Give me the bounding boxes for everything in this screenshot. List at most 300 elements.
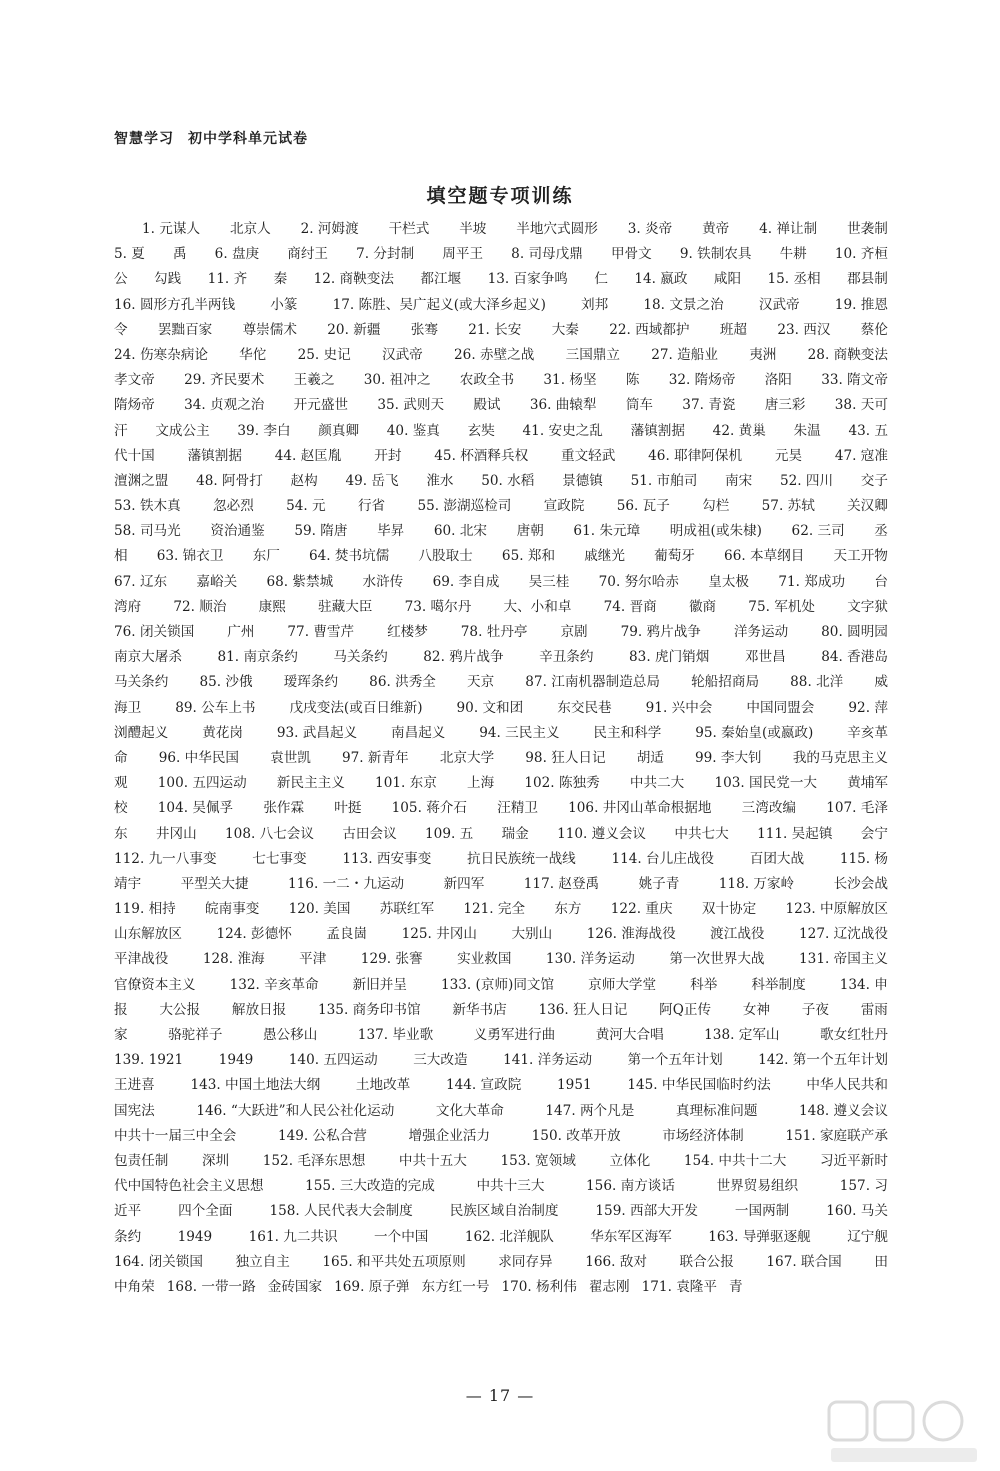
answer-segment: 167. 联合国 xyxy=(766,1253,842,1270)
answer-segment: 95. 秦始皇(或嬴政) xyxy=(695,724,814,741)
text-line xyxy=(114,1174,888,1199)
answer-segment: 38. 天可 xyxy=(834,397,888,414)
answer-segment: 资治通鉴 xyxy=(210,523,265,540)
answer-segment: 山东解放区 xyxy=(114,926,182,943)
answer-segment: 146. “大跃进”和人民公社化运动 xyxy=(196,1102,395,1119)
answer-segment: 53. 铁木真 xyxy=(114,498,181,515)
answer-segment: 119. 相持 xyxy=(114,901,176,918)
answer-segment: 136. 狂人日记 xyxy=(538,1001,628,1018)
answer-segment: 夷洲 xyxy=(749,346,777,363)
answer-segment: 11. 齐 xyxy=(207,271,248,288)
answer-segment: 122. 重庆 xyxy=(610,901,673,918)
answer-segment: 康熙 xyxy=(258,598,286,615)
answer-segment: 142. 第一个五年计划 xyxy=(758,1052,888,1069)
answer-segment: 靖宇 xyxy=(114,875,142,892)
answer-segment: 62. 三司 xyxy=(791,523,845,540)
text-line xyxy=(114,872,888,897)
answer-segment: 平型关大捷 xyxy=(180,875,249,892)
answer-segment: 165. 和平共处五项原则 xyxy=(322,1253,466,1270)
answer-segment: 雷雨 xyxy=(860,1001,888,1018)
answer-segment: 筒车 xyxy=(625,397,654,414)
answer-segment: 殿试 xyxy=(473,397,501,414)
answer-segment: 90. 文和团 xyxy=(456,699,524,716)
answer-segment: 田 xyxy=(874,1253,888,1270)
answer-segment: 姚子青 xyxy=(638,875,680,892)
answer-segment: 蔡伦 xyxy=(860,321,888,338)
answer-segment: 中共十五大 xyxy=(398,1152,467,1169)
answer-segment: 新旧并呈 xyxy=(352,976,407,993)
answer-segment: 168. 一带一路 xyxy=(166,1278,256,1295)
answer-segment: 120. 美国 xyxy=(288,901,351,918)
answer-segment: 89. 公车上书 xyxy=(175,699,256,716)
answer-segment: 160. 马关 xyxy=(826,1203,888,1220)
answer-segment: 金砖国家 xyxy=(267,1278,323,1295)
answer-segment: 丞 xyxy=(874,523,888,540)
answer-segment: 吴三桂 xyxy=(528,573,570,590)
text-line xyxy=(114,1048,888,1073)
answer-segment: 世袭制 xyxy=(847,221,888,237)
answer-segment: 红楼梦 xyxy=(387,624,428,640)
answer-segment: 141. 洋务运动 xyxy=(503,1052,593,1069)
answer-segment: 古田会议 xyxy=(342,825,397,842)
answer-segment: 科举制度 xyxy=(751,976,806,993)
answer-segment: 1949 xyxy=(177,1228,213,1245)
answer-segment: 70. 努尔哈赤 xyxy=(598,573,679,590)
answer-segment: 邓世昌 xyxy=(744,649,786,666)
answer-segment: 四个全面 xyxy=(178,1203,233,1220)
answer-segment: 求同存异 xyxy=(498,1253,553,1270)
answer-segment: 77. 曹雪芹 xyxy=(287,624,355,640)
answer-segment: 代中国特色社会主义思想 xyxy=(114,1178,264,1195)
answer-segment: 东厂 xyxy=(252,548,280,565)
text-line xyxy=(114,242,888,267)
answer-segment: 170. 杨利伟 xyxy=(501,1278,577,1295)
answer-segment: 胡适 xyxy=(636,749,664,766)
answer-segment: 23. 西汉 xyxy=(777,321,831,338)
answer-segment: 161. 九二共识 xyxy=(248,1228,338,1245)
text-line xyxy=(114,393,888,418)
answer-segment: 隋炀帝 xyxy=(114,397,155,414)
answer-segment: 9. 铁制农具 xyxy=(679,246,752,263)
answer-segment: 98. 狂人日记 xyxy=(525,749,606,766)
answer-segment: 131. 帝国主义 xyxy=(799,951,888,968)
answer-segment: 126. 淮海战役 xyxy=(586,926,676,943)
answer-segment: 37. 青瓷 xyxy=(682,397,736,414)
answer-segment: 94. 三民主义 xyxy=(479,724,560,741)
text-line xyxy=(114,293,888,318)
answer-segment: 71. 郑成功 xyxy=(778,573,846,590)
answer-segment: 王进喜 xyxy=(114,1077,155,1094)
answer-segment: 85. 沙俄 xyxy=(199,674,253,691)
answer-segment: 我的马克思主义 xyxy=(792,749,888,766)
answer-segment: 135. 商务印书馆 xyxy=(318,1001,421,1018)
text-line xyxy=(114,1250,888,1275)
answer-segment: 黄河大合唱 xyxy=(595,1027,664,1043)
answer-segment: 商纣王 xyxy=(287,246,329,263)
answer-segment: 大、小和卓 xyxy=(503,598,572,615)
answer-segment: 汉武帝 xyxy=(758,296,800,313)
answer-segment: 双十协定 xyxy=(701,901,757,918)
answer-segment: 68. 紫禁城 xyxy=(266,573,334,590)
text-line xyxy=(114,620,888,645)
answer-segment: 徽商 xyxy=(688,598,717,615)
answer-segment: 京剧 xyxy=(560,624,588,640)
answer-segment: 43. 五 xyxy=(848,422,888,439)
answer-segment: 东 xyxy=(114,825,128,842)
answer-segment: 28. 商鞅变法 xyxy=(807,346,888,363)
answer-segment: 44. 赵匡胤 xyxy=(274,447,342,464)
answer-segment: 169. 原子弹 xyxy=(334,1278,410,1295)
answer-segment: 行省 xyxy=(357,498,386,515)
answer-segment: 澶渊之盟 xyxy=(114,472,169,489)
answer-segment: 第一个五年计划 xyxy=(627,1052,723,1069)
answer-segment: 110. 遵义会议 xyxy=(557,825,647,842)
answer-segment: 习近平新时 xyxy=(819,1152,888,1169)
header-subtitle: 初中学科单元试卷 xyxy=(188,131,308,147)
answer-segment: 105. 蒋介石 xyxy=(391,800,467,817)
answer-segment: 107. 毛泽 xyxy=(826,800,888,817)
answer-segment: 愚公移山 xyxy=(262,1027,318,1043)
answer-segment: 12. 商鞅变法 xyxy=(313,271,394,288)
answer-segment: 歌女红牡丹 xyxy=(820,1027,888,1043)
answer-segment: 条约 xyxy=(114,1228,142,1245)
answer-segment: 第一次世界大战 xyxy=(669,951,765,968)
answer-segment: 152. 毛泽东思想 xyxy=(262,1152,366,1169)
answer-segment: 瑷珲条约 xyxy=(283,674,339,691)
answer-segment: 汗 xyxy=(114,422,128,439)
answer-segment: 一个中国 xyxy=(374,1228,429,1245)
text-line xyxy=(114,746,888,771)
answer-segment: 宣政院 xyxy=(543,498,585,515)
answer-segment: 中华人民共和 xyxy=(806,1077,888,1094)
answer-segment: 15. 丞相 xyxy=(767,271,821,288)
answer-segment: 72. 顺治 xyxy=(173,598,227,615)
answer-segment: 156. 南方谈话 xyxy=(586,1178,675,1195)
answer-segment: 市场经济体制 xyxy=(662,1127,744,1144)
answer-segment: 南宋 xyxy=(725,472,753,489)
answer-segment: 112. 九一八事变 xyxy=(114,850,217,867)
answer-segment: 47. 寇准 xyxy=(834,447,888,464)
answer-segment: 北京大学 xyxy=(439,749,495,766)
answer-segment: 黄埔军 xyxy=(847,775,888,792)
answer-segment: 明成祖(或朱棣) xyxy=(669,523,762,540)
answer-segment: 轮船招商局 xyxy=(691,674,760,691)
answer-segment: 42. 黄巢 xyxy=(712,422,766,439)
answer-segment: 138. 定军山 xyxy=(704,1027,780,1043)
answer-segment: 3. 炎帝 xyxy=(627,221,673,237)
answer-segment: 相 xyxy=(114,548,128,565)
answer-segment: 井冈山 xyxy=(155,825,197,842)
answer-segment: 78. 牡丹亭 xyxy=(460,624,528,640)
answer-segment: 代十国 xyxy=(114,447,155,464)
answer-segment: 女神 xyxy=(742,1001,771,1018)
text-line xyxy=(114,1073,888,1098)
answer-segment: 藩镇割据 xyxy=(630,422,685,439)
answer-segment: 99. 李大钊 xyxy=(694,749,762,766)
answer-segment: 113. 西安事变 xyxy=(342,850,432,867)
answer-segment: 翟志刚 xyxy=(588,1278,630,1295)
answer-segment: 114. 台儿庄战役 xyxy=(611,850,715,867)
answer-segment: 87. 江南机器制造总局 xyxy=(525,674,660,691)
answer-segment: 149. 公私合营 xyxy=(277,1127,367,1144)
answer-text-block xyxy=(114,217,888,1300)
answer-segment: 163. 导弹驱逐舰 xyxy=(708,1228,811,1245)
answer-segment: 藩镇割据 xyxy=(187,447,242,464)
text-line xyxy=(114,721,888,746)
answer-segment: 中共七大 xyxy=(674,825,729,842)
answer-segment: 张骞 xyxy=(410,321,438,338)
answer-segment: 文字狱 xyxy=(847,598,888,615)
answer-segment: 水浒传 xyxy=(362,573,404,590)
answer-segment: 19. 推恩 xyxy=(834,296,888,313)
answer-segment: 半地穴式圆形 xyxy=(516,221,598,237)
answer-segment: 125. 井冈山 xyxy=(401,926,477,943)
answer-segment: 北京人 xyxy=(229,221,271,237)
answer-segment: 唐三彩 xyxy=(764,397,806,414)
answer-segment: 马关条约 xyxy=(333,649,388,666)
answer-segment: 139. 1921 xyxy=(114,1052,184,1069)
answer-segment: 14. 嬴政 xyxy=(634,271,688,288)
text-line xyxy=(114,897,888,922)
answer-segment: 朱温 xyxy=(793,422,821,439)
answer-segment: 41. 安史之乱 xyxy=(522,422,603,439)
answer-segment: 淮水 xyxy=(426,472,454,489)
answer-segment: 台 xyxy=(874,573,888,590)
answer-segment: 长沙会战 xyxy=(833,875,888,892)
answer-segment: 命 xyxy=(114,749,128,766)
answer-segment: 驻藏大臣 xyxy=(318,598,373,615)
text-line xyxy=(114,670,888,695)
answer-segment: 75. 军机处 xyxy=(748,598,816,615)
answer-segment: 1. 元谋人 xyxy=(142,221,201,237)
answer-segment: 157. 习 xyxy=(839,1178,888,1195)
answer-segment: 八股取士 xyxy=(418,548,473,565)
text-line xyxy=(114,519,888,544)
answer-segment: 1949 xyxy=(218,1052,254,1069)
text-line xyxy=(114,570,888,595)
text-line xyxy=(114,1149,888,1174)
answer-segment: 深圳 xyxy=(201,1152,230,1169)
answer-segment: 大秦 xyxy=(551,321,579,338)
answer-segment: 103. 国民党一大 xyxy=(714,775,818,792)
answer-segment: 三大改造 xyxy=(413,1052,468,1069)
page-number: — 17 — xyxy=(465,1386,535,1405)
answer-segment: 162. 北洋舰队 xyxy=(464,1228,554,1245)
answer-segment: 33. 隋文帝 xyxy=(821,372,888,389)
answer-segment: 46. 耶律阿保机 xyxy=(648,447,743,464)
answer-segment: 辽宁舰 xyxy=(847,1228,888,1245)
answer-segment: 交子 xyxy=(860,472,888,489)
answer-segment: 真理标准问题 xyxy=(675,1102,758,1119)
answer-segment: 包责任制 xyxy=(114,1152,169,1169)
answer-segment: 中共十一届三中全会 xyxy=(114,1127,237,1144)
answer-segment: 洛阳 xyxy=(764,372,792,389)
answer-segment: 116. 一二・九运动 xyxy=(288,875,405,892)
text-line xyxy=(114,267,888,292)
answer-segment: 80. 圆明园 xyxy=(821,624,888,640)
answer-segment: 叶挺 xyxy=(334,800,362,817)
answer-segment: 皖南事变 xyxy=(205,901,260,918)
answer-segment: 129. 张謇 xyxy=(360,951,423,968)
answer-segment: 班超 xyxy=(719,321,748,338)
answer-segment: 天京 xyxy=(467,674,495,691)
text-line xyxy=(114,444,888,469)
answer-segment: 文成公主 xyxy=(155,422,210,439)
answer-segment: 毕昇 xyxy=(377,523,405,540)
answer-segment: 18. 文景之治 xyxy=(643,296,724,313)
answer-segment: 近平 xyxy=(114,1203,142,1220)
answer-segment: 73. 噶尔丹 xyxy=(404,598,472,615)
answer-segment: 55. 澎湖巡检司 xyxy=(417,498,512,515)
answer-segment: 民族区域自治制度 xyxy=(449,1203,559,1220)
answer-segment: 报 xyxy=(114,1001,128,1018)
answer-segment: 22. 西域都护 xyxy=(609,321,690,338)
answer-segment: 黄花岗 xyxy=(202,724,243,741)
answer-segment: 罢黜百家 xyxy=(157,321,213,338)
answer-segment: 华东军区海军 xyxy=(590,1228,672,1245)
text-line xyxy=(114,922,888,947)
answer-segment: 93. 武昌起义 xyxy=(276,724,358,741)
answer-segment: 三国鼎立 xyxy=(565,346,620,363)
answer-segment: 34. 贞观之治 xyxy=(184,397,265,414)
answer-segment: 半坡 xyxy=(459,221,487,237)
answer-segment: 69. 李自成 xyxy=(432,573,500,590)
answer-segment: 东方红一号 xyxy=(421,1278,490,1295)
text-line xyxy=(114,645,888,670)
answer-segment: 148. 遵义会议 xyxy=(798,1102,888,1119)
answer-segment: 大别山 xyxy=(511,926,553,943)
text-line xyxy=(114,595,888,620)
answer-segment: 45. 杯酒释兵权 xyxy=(434,447,529,464)
answer-segment: 86. 洪秀全 xyxy=(369,674,436,691)
answer-segment: 都江堰 xyxy=(420,271,462,288)
answer-segment: 154. 中共十二大 xyxy=(683,1152,787,1169)
answer-segment: 24. 伤寒杂病论 xyxy=(114,346,208,363)
answer-segment: 25. 史记 xyxy=(297,346,351,363)
answer-segment: 周平王 xyxy=(442,246,484,263)
answer-segment: 刘邦 xyxy=(581,296,609,313)
answer-segment: 观 xyxy=(114,775,128,792)
text-line xyxy=(114,469,888,494)
answer-segment: 实业救国 xyxy=(457,951,512,968)
answer-segment: 50. 水稻 xyxy=(481,472,535,489)
answer-segment: 联合公报 xyxy=(679,1253,734,1270)
answer-segment: 重文轻武 xyxy=(560,447,616,464)
text-line xyxy=(114,343,888,368)
answer-segment: 97. 新青年 xyxy=(341,749,409,766)
answer-segment: 59. 隋唐 xyxy=(294,523,348,540)
answer-segment: 湾府 xyxy=(114,598,142,615)
answer-segment: 干栏式 xyxy=(388,221,430,237)
answer-segment: 甲骨文 xyxy=(610,246,652,263)
answer-segment: 华佗 xyxy=(239,346,267,363)
answer-segment: 115. 杨 xyxy=(839,850,888,867)
text-line xyxy=(114,494,888,519)
answer-segment: 阿Q正传 xyxy=(659,1001,712,1018)
answer-segment: 57. 苏轼 xyxy=(761,498,815,515)
answer-segment: 咸阳 xyxy=(713,271,742,288)
answer-segment: 袁世凯 xyxy=(270,749,311,766)
answer-segment: 百团大战 xyxy=(749,850,805,867)
answer-segment: 东交民巷 xyxy=(557,699,612,716)
answer-segment: 117. 赵登禹 xyxy=(523,875,600,892)
text-line xyxy=(114,544,888,569)
text-line xyxy=(114,696,888,721)
answer-segment: 瑞金 xyxy=(501,825,529,842)
answer-segment: 玄奘 xyxy=(467,422,495,439)
answer-segment: 106. 井冈山革命根据地 xyxy=(568,800,712,817)
answer-segment: 抗日民族统一战线 xyxy=(467,850,576,867)
answer-segment: 8. 司母戊鼎 xyxy=(511,246,583,263)
answer-segment: 洋务运动 xyxy=(733,624,789,640)
answer-segment: 世界贸易组织 xyxy=(716,1178,799,1195)
answer-segment: 153. 宽领域 xyxy=(500,1152,576,1169)
answer-segment: 立体化 xyxy=(609,1152,651,1169)
answer-segment: 140. 五四运动 xyxy=(288,1052,378,1069)
answer-segment: 天工开物 xyxy=(833,548,888,565)
answer-segment: 52. 四川 xyxy=(779,472,834,489)
answer-segment: 孝文帝 xyxy=(114,372,155,389)
answer-segment: 新民主主义 xyxy=(276,775,345,792)
answer-segment: 58. 司马光 xyxy=(114,523,181,540)
answer-segment: 仁 xyxy=(594,271,608,288)
answer-segment: 平津战役 xyxy=(114,951,169,968)
answer-segment: 29. 齐民要术 xyxy=(184,372,265,389)
answer-segment: 91. 兴中会 xyxy=(645,699,713,716)
answer-segment: 皇太极 xyxy=(708,573,750,590)
answer-segment: 辛丑条约 xyxy=(539,649,594,666)
answer-segment: 禹 xyxy=(172,246,187,263)
answer-segment: 家 xyxy=(114,1027,128,1043)
answer-segment: 令 xyxy=(114,321,128,338)
answer-segment: 尊崇儒术 xyxy=(242,321,297,338)
answer-segment: 勾践 xyxy=(154,271,182,288)
answer-segment: 孟良崮 xyxy=(326,926,368,943)
answer-segment: 32. 隋炀帝 xyxy=(668,372,736,389)
answer-segment: 增强企业活力 xyxy=(408,1127,491,1144)
answer-segment: 三湾改编 xyxy=(741,800,797,817)
answer-segment: 威 xyxy=(874,674,888,691)
answer-segment: 7. 分封制 xyxy=(356,246,415,263)
text-line xyxy=(114,1124,888,1149)
answer-segment: 国宪法 xyxy=(114,1102,155,1119)
answer-segment: 61. 朱元璋 xyxy=(573,523,641,540)
answer-segment: 新华书店 xyxy=(452,1001,507,1018)
answer-segment: 147. 两个凡是 xyxy=(545,1102,635,1119)
answer-segment: 171. 袁隆平 xyxy=(641,1278,717,1295)
answer-segment: 16. 圆形方孔半两钱 xyxy=(114,296,236,313)
answer-segment: 嘉峪关 xyxy=(196,573,238,590)
answer-segment: 土地改革 xyxy=(355,1077,411,1094)
answer-segment: 39. 李白 xyxy=(237,422,291,439)
answer-segment: 84. 香港岛 xyxy=(821,649,888,666)
answer-segment: 104. 吴佩孚 xyxy=(157,800,234,817)
answer-segment: 苏联红军 xyxy=(379,901,435,918)
answer-segment: 景德镇 xyxy=(562,472,603,489)
answer-segment: 开元盛世 xyxy=(293,397,349,414)
answer-segment: 新四军 xyxy=(443,875,485,892)
answer-segment: 67. 辽东 xyxy=(114,573,168,590)
answer-segment: 文化大革命 xyxy=(435,1102,504,1119)
answer-segment: 唐朝 xyxy=(516,523,544,540)
answer-segment: 公 xyxy=(114,271,128,288)
answer-segment: 36. 曲辕犁 xyxy=(529,397,597,414)
answer-segment: 海卫 xyxy=(114,699,142,716)
answer-segment: 145. 中华民国临时约法 xyxy=(627,1077,771,1094)
answer-segment: 150. 改革开放 xyxy=(531,1127,621,1144)
answer-segment: 2. 河姆渡 xyxy=(300,221,359,237)
answer-segment: 官僚资本主义 xyxy=(114,976,196,993)
